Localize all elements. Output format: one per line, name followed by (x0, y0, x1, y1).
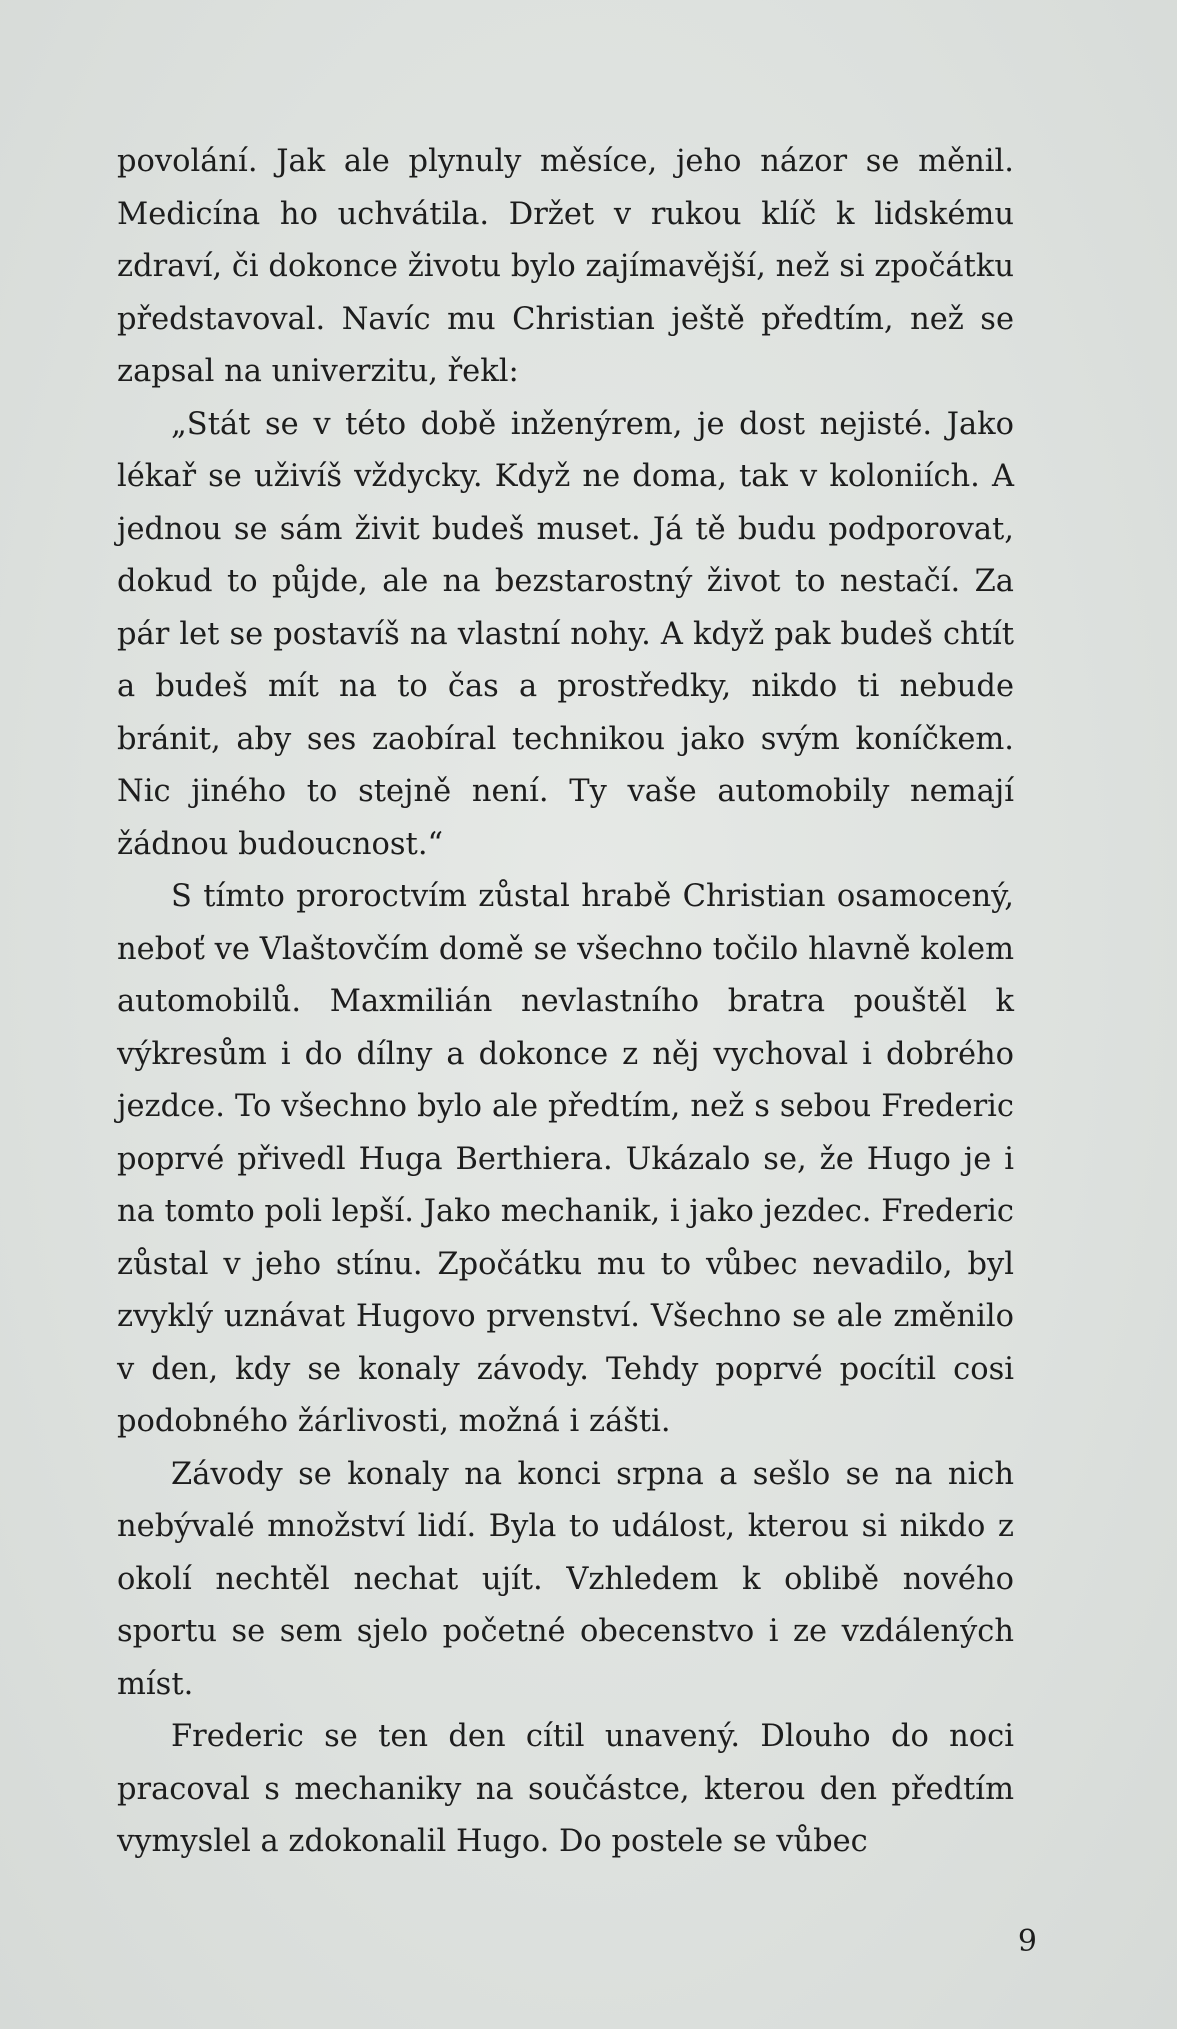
paragraph-2: „Stát se v této době inženýrem, je dost nejisté. Jako lékař se uživíš vždycky. Když ne doma, tak v koloniích. A jednou se sám živit budeš muset. Já tě budu podporovat, dokud to půjde, ale na bezstarostný život to nestačí. Za pár let se postavíš na vlastní nohy. A když pak budeš chtít a budeš mít na to čas a prostředky, nikdo ti nebude bránit, aby ses zaobíral technikou jako svým koníčkem. Nic jiného to stejně není. Ty vaše automobily nemají žádnou budoucnost.“ (117, 406, 1014, 862)
page-text (117, 136, 1014, 1869)
paragraph-1: povolání. Jak ale plynuly měsíce, jeho názor se měnil. Medicína ho uchvátila. Držet v rukou klíč k lidskému zdraví, či dokonce životu bylo zajímavější, než si zpočátku představoval. Navíc mu Christian ještě předtím, než se zapsal na univerzitu, řekl: (117, 144, 1014, 389)
paragraph-3: S tímto proroctvím zůstal hrabě Christian osamocený, neboť ve Vlaštovčím domě se všechno točilo hlavně kolem automobilů. Maxmilián nevlastního bratra pouštěl k výkresům i do dílny a dokonce z něj vychoval i dobrého jezdce. To všechno bylo ale předtím, než s sebou Frederic poprvé přivedl Huga Berthiera. Ukázalo se, že Hugo je i na tomto poli lepší. Jako mechanik, i jako jezdec. Frederic zůstal v jeho stínu. Zpočátku mu to vůbec nevadilo, byl zvyklý uznávat Hugovo prvenství. Všechno se ale změnilo v den, kdy se konaly závody. Tehdy poprvé pocítil cosi podobného žárlivosti, možná i zášti. (117, 879, 1014, 1439)
page-number: 9 (1017, 1924, 1037, 1959)
paragraph-4: Závody se konaly na konci srpna a sešlo se na nich nebývalé množství lidí. Byla to událost, kterou si nikdo z okolí nechtěl nechat ujít. Vzhledem k oblibě nového sportu se sem sjelo početné obecenstvo i ze vzdálených míst. (117, 1456, 1014, 1702)
paragraph-5: Frederic se ten den cítil unavený. Dlouho do noci pracoval s mechaniky na součástce, kterou den předtím vymyslel a zdokonalil Hugo. Do postele se vůbec (117, 1719, 1014, 1859)
